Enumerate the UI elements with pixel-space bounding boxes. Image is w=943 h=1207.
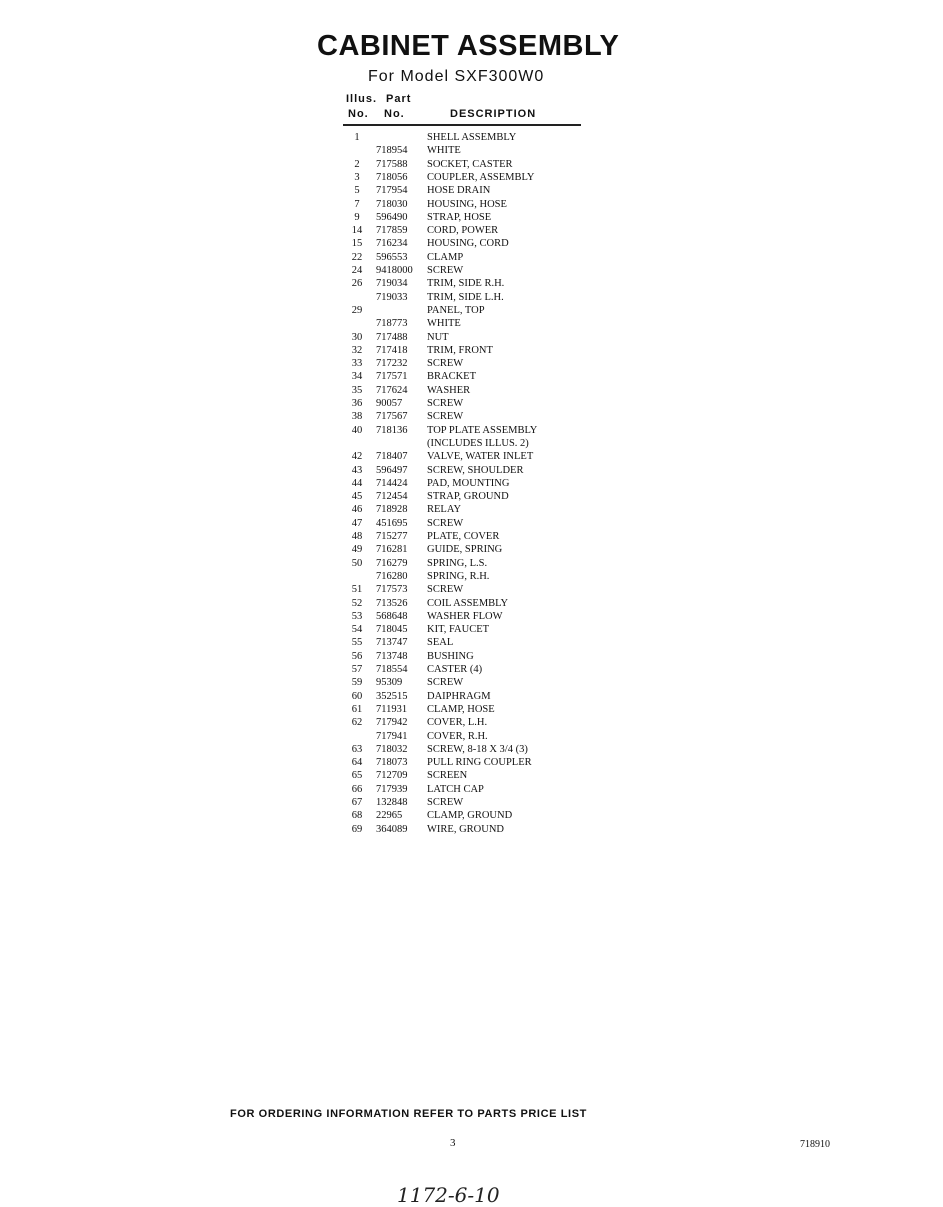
- part-number: 712709: [376, 770, 408, 782]
- part-description: VALVE, WATER INLET: [427, 451, 534, 463]
- part-number: 716280: [376, 570, 408, 582]
- illus-number: 14: [351, 225, 363, 237]
- illus-number: 22: [351, 251, 363, 263]
- part-number: 568648: [376, 610, 408, 622]
- page-number: 3: [450, 1137, 456, 1149]
- part-number: 364089: [376, 823, 408, 835]
- illus-number: 66: [351, 783, 363, 795]
- ordering-footer: FOR ORDERING INFORMATION REFER TO PARTS PRICE LIST: [230, 1108, 587, 1120]
- illus-number: 48: [351, 531, 363, 542]
- part-description: SEAL: [427, 637, 454, 649]
- part-description: TOP PLATE ASSEMBLY: [427, 424, 538, 436]
- part-description: DAIPHRAGM: [427, 690, 491, 702]
- part-description: WIRE, GROUND: [427, 823, 504, 835]
- part-description: CASTER (4): [427, 664, 483, 675]
- part-description: PAD, MOUNTING: [427, 477, 510, 489]
- part-number: 717232: [376, 358, 408, 370]
- part-number: 718407: [376, 451, 408, 463]
- part-number: 717941: [376, 730, 408, 742]
- illus-number: 67: [351, 797, 363, 808]
- part-number: 716281: [376, 544, 408, 556]
- part-number: 22965: [376, 810, 403, 822]
- part-description: COUPLER, ASSEMBLY: [427, 171, 535, 183]
- illus-number: 9: [354, 211, 360, 223]
- illus-number: 49: [351, 544, 363, 556]
- part-number: 713526: [376, 597, 408, 609]
- part-number: 718073: [376, 757, 408, 769]
- part-number: 717571: [376, 371, 408, 383]
- part-description: STRAP, GROUND: [427, 491, 509, 503]
- part-description: HOSE DRAIN: [427, 185, 491, 197]
- part-number: 95309: [376, 677, 403, 689]
- illus-number: 33: [351, 358, 363, 370]
- illus-number: 3: [354, 171, 360, 183]
- illus-number: 45: [351, 491, 363, 503]
- part-description: SCREW: [427, 358, 464, 370]
- part-description: NUT: [427, 331, 449, 343]
- part-number: 717624: [376, 384, 408, 396]
- part-description: CORD, POWER: [427, 225, 499, 237]
- part-description: SCREW: [427, 411, 464, 423]
- illus-number: 5: [354, 185, 360, 197]
- part-description: WHITE: [427, 318, 461, 330]
- part-description: KIT, FAUCET: [427, 624, 490, 636]
- illus-number: 52: [351, 597, 363, 609]
- illus-number: 55: [351, 637, 363, 649]
- illus-number: 54: [351, 624, 363, 636]
- part-number: 716279: [376, 557, 408, 569]
- illus-number: 30: [351, 331, 363, 343]
- part-number: 711931: [376, 703, 408, 715]
- part-number: 718554: [376, 664, 408, 675]
- illus-number: 24: [351, 265, 363, 276]
- illus-number: 50: [351, 557, 363, 569]
- part-description: SHELL ASSEMBLY: [427, 132, 517, 143]
- part-description: PLATE, COVER: [427, 531, 500, 542]
- part-number: 719034: [376, 278, 408, 290]
- part-description: GUIDE, SPRING: [427, 544, 503, 556]
- part-description: SCREW, SHOULDER: [427, 464, 524, 476]
- part-description: WHITE: [427, 145, 461, 157]
- illus-number: 2: [354, 158, 360, 170]
- header-rule: [343, 124, 581, 126]
- illus-number: 46: [351, 504, 363, 516]
- part-number: 719033: [376, 291, 408, 303]
- illus-number: 62: [351, 717, 363, 729]
- part-number: 717942: [376, 717, 408, 729]
- illus-number: 57: [351, 664, 363, 675]
- illus-number: 1: [354, 132, 360, 143]
- part-description: SCREW: [427, 517, 464, 529]
- part-number: 717488: [376, 331, 408, 343]
- illus-number: 65: [351, 770, 363, 782]
- illus-number: 51: [351, 584, 363, 596]
- illus-number: 59: [351, 677, 363, 689]
- part-number: 132848: [376, 797, 408, 808]
- part-description: CLAMP: [427, 251, 464, 263]
- part-description: SCREW, 8-18 X 3/4 (3): [427, 743, 528, 755]
- part-number: 716234: [376, 238, 408, 250]
- illus-number: 40: [351, 424, 363, 436]
- model-subtitle: For Model SXF300W0: [368, 68, 545, 85]
- part-description: SCREW: [427, 677, 464, 689]
- part-number: 717573: [376, 584, 408, 596]
- part-description: COIL ASSEMBLY: [427, 597, 509, 609]
- part-description: SPRING, L.S.: [427, 557, 488, 569]
- part-description: COVER, R.H.: [427, 730, 488, 742]
- part-number: 717939: [376, 783, 408, 795]
- part-number: 713748: [376, 650, 408, 662]
- part-number: 718954: [376, 145, 408, 157]
- illus-number: 34: [351, 371, 363, 383]
- part-description: CLAMP, GROUND: [427, 810, 513, 822]
- part-description: PANEL, TOP: [427, 304, 485, 316]
- illus-number: 63: [351, 743, 363, 755]
- part-number: 718032: [376, 743, 408, 755]
- header-part-no: No.: [384, 108, 405, 120]
- header-illus-no: No.: [348, 108, 369, 120]
- part-number: 451695: [376, 517, 408, 529]
- part-description: SCREEN: [427, 770, 468, 782]
- part-number: 596553: [376, 251, 408, 263]
- part-number: 352515: [376, 690, 408, 702]
- part-number: 9418000: [376, 265, 413, 276]
- part-number: 717859: [376, 225, 408, 237]
- part-number: 717567: [376, 411, 408, 423]
- part-number: 90057: [376, 398, 403, 409]
- part-description: (INCLUDES ILLUS. 2): [427, 437, 529, 449]
- part-description: SCREW: [427, 265, 464, 276]
- illus-number: 47: [351, 517, 363, 529]
- part-description: SCREW: [427, 398, 464, 409]
- header-illus-label: Illus.: [346, 93, 378, 105]
- illus-number: 29: [351, 304, 363, 316]
- header-description: DESCRIPTION: [450, 108, 537, 120]
- illus-number: 53: [351, 610, 363, 622]
- handwritten-note: 1172-6-10: [397, 1183, 500, 1207]
- illus-number: 61: [351, 703, 363, 715]
- illus-number: 32: [351, 344, 363, 356]
- part-number: 717418: [376, 344, 408, 356]
- document-number: 718910: [800, 1139, 830, 1150]
- illus-number: 60: [351, 690, 363, 702]
- part-number: 718045: [376, 624, 408, 636]
- part-number: 718056: [376, 171, 408, 183]
- illus-number: 35: [351, 384, 363, 396]
- part-description: LATCH CAP: [427, 783, 484, 795]
- part-description: TRIM, SIDE L.H.: [427, 291, 504, 303]
- part-number: 718136: [376, 424, 408, 436]
- page-title: CABINET ASSEMBLY: [317, 30, 620, 62]
- part-number: 717954: [376, 185, 408, 197]
- part-number: 715277: [376, 531, 408, 542]
- illus-number: 44: [351, 477, 363, 489]
- illus-number: 43: [351, 464, 363, 476]
- illus-number: 7: [354, 198, 360, 210]
- illus-number: 42: [351, 451, 363, 463]
- part-description: CLAMP, HOSE: [427, 703, 495, 715]
- illus-number: 64: [351, 757, 363, 769]
- part-number: 596497: [376, 464, 408, 476]
- illus-number: 38: [351, 411, 363, 423]
- illus-number: 36: [351, 398, 363, 409]
- part-description: STRAP, HOSE: [427, 211, 492, 223]
- part-description: WASHER: [427, 384, 471, 396]
- part-description: TRIM, FRONT: [427, 344, 493, 356]
- illus-number: 26: [351, 278, 363, 290]
- part-description: BRACKET: [427, 371, 477, 383]
- part-description: RELAY: [427, 504, 462, 516]
- part-description: COVER, L.H.: [427, 717, 488, 729]
- part-description: SCREW: [427, 797, 464, 808]
- part-number: 714424: [376, 477, 408, 489]
- part-description: SOCKET, CASTER: [427, 158, 513, 170]
- part-number: 718030: [376, 198, 408, 210]
- illus-number: 69: [351, 823, 363, 835]
- part-description: HOUSING, CORD: [427, 238, 509, 250]
- illus-number: 56: [351, 650, 363, 662]
- part-number: 712454: [376, 491, 408, 503]
- part-number: 596490: [376, 211, 408, 223]
- part-description: HOUSING, HOSE: [427, 198, 507, 210]
- header-part-label: Part: [386, 93, 412, 105]
- illus-number: 68: [351, 810, 363, 822]
- part-number: 713747: [376, 637, 408, 649]
- illus-number: 15: [351, 238, 363, 250]
- part-number: 718773: [376, 318, 408, 330]
- part-description: TRIM, SIDE R.H.: [427, 278, 505, 290]
- part-description: WASHER FLOW: [427, 610, 503, 622]
- part-description: BUSHING: [427, 650, 474, 662]
- part-description: SPRING, R.H.: [427, 570, 490, 582]
- part-description: PULL RING COUPLER: [427, 757, 532, 769]
- part-number: 718928: [376, 504, 408, 516]
- part-number: 717588: [376, 158, 408, 170]
- part-description: SCREW: [427, 584, 464, 596]
